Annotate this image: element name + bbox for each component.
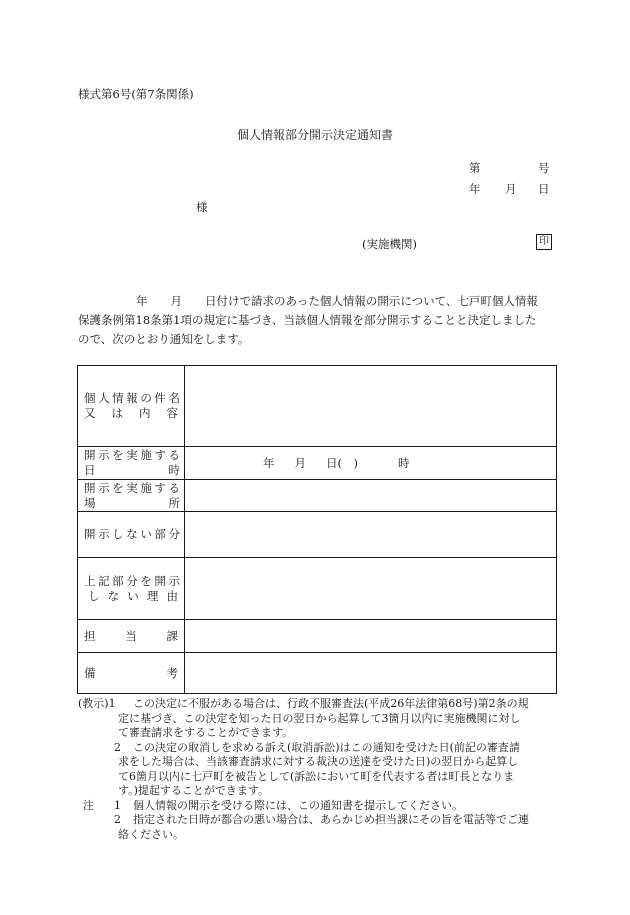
note-2-number: 2	[114, 813, 121, 826]
date-day-label: 日	[538, 182, 550, 196]
document-number-label: 第	[469, 161, 481, 175]
table-row-datetime	[78, 447, 557, 480]
note-1-number: 1	[114, 798, 121, 812]
datetime-hour: 時	[397, 456, 410, 470]
note-2-line-2: 絡ください。	[118, 827, 184, 841]
subject-field[interactable]	[185, 366, 557, 447]
table-row-undisclosed	[78, 512, 557, 558]
remarks-label: 備考	[78, 653, 185, 694]
datetime-template	[185, 455, 556, 471]
instruction-2-line-4: す。)提起することができます。	[118, 784, 270, 797]
table-row-place	[78, 480, 557, 512]
instruction-2-number: 2	[114, 740, 121, 754]
datetime-day: 日( )	[326, 456, 358, 470]
reason-field[interactable]	[185, 558, 557, 620]
note-label: 注	[83, 798, 94, 812]
date-year-label: 年	[469, 182, 481, 196]
department-label: 担当課	[78, 620, 185, 653]
datetime-year: 年	[263, 456, 275, 470]
seal-mark: 印	[536, 234, 552, 250]
addressee-suffix: 様	[196, 200, 208, 214]
table-row-department	[78, 620, 557, 653]
datetime-field[interactable]	[185, 447, 557, 480]
place-label: 開示を実施する 場所	[78, 480, 185, 512]
table-row-remarks	[78, 653, 557, 694]
instruction-1-line-2: 定に基づき、この決定を知った日の翌日から起算して3箇月以内に実施機関に対し	[118, 711, 521, 725]
instruction-2-line-1: この決定の取消しを求める訴え(取消訴訟)はこの通知を受けた日(前記の審査請	[133, 740, 520, 754]
document-title: 個人情報部分開示決定通知書	[236, 128, 393, 142]
datetime-month: 月	[294, 456, 306, 470]
body-line-2: 保護条例第18条第1項の規定に基づき、当該個人情報を部分開示することと決定しました	[78, 313, 537, 327]
place-field[interactable]	[185, 480, 557, 512]
agency-label: (実施機関)	[362, 237, 417, 251]
reason-label: 上記部分を開示 しない理由	[78, 558, 185, 620]
subject-label: 個人情報の件名 又は内容	[78, 366, 185, 447]
date-month-label: 月	[505, 182, 517, 196]
undisclosed-part-field[interactable]	[185, 512, 557, 558]
form-number: 様式第6号(第7条関係)	[78, 87, 194, 101]
document-number-suffix: 号	[538, 161, 550, 175]
note-2-line-1: 指定された日時が都合の悪い場合は、あらかじめ担当課にその旨を電話等でご連	[133, 813, 529, 826]
note-1-text: 個人情報の開示を受ける際には、この通知書を提示してください。	[133, 798, 463, 812]
instruction-2-line-2: 求をした場合は、当該審査請求に対する裁決の送達を受けた日)の翌日から起算し	[118, 755, 519, 768]
table-row-reason	[78, 558, 557, 620]
notification-body	[78, 292, 556, 349]
body-line-3: ので、次のとおり通知をします。	[78, 332, 250, 346]
datetime-label: 開示を実施する 日時	[78, 447, 185, 480]
instruction-1-line-1: この決定に不服がある場合は、行政不服審査法(平成26年法律第68号)第2条の規	[133, 697, 529, 710]
details-table	[77, 365, 557, 694]
instruction-2-line-3: て6箇月以内に七戸町を被告として(訴訟において町を代表する者は町長となりま	[118, 769, 515, 783]
instruction-1-line-3: て審査請求をすることができます。	[118, 726, 294, 739]
table-row-subject	[78, 366, 557, 447]
department-field[interactable]	[185, 620, 557, 653]
body-line-1: 年 月 日付けで請求のあった個人情報の開示について、七戸町個人情報	[136, 294, 538, 308]
remarks-field[interactable]	[185, 653, 557, 694]
undisclosed-part-label: 開示しない部分	[78, 512, 185, 558]
instruction-label: (教示)1	[78, 697, 116, 710]
